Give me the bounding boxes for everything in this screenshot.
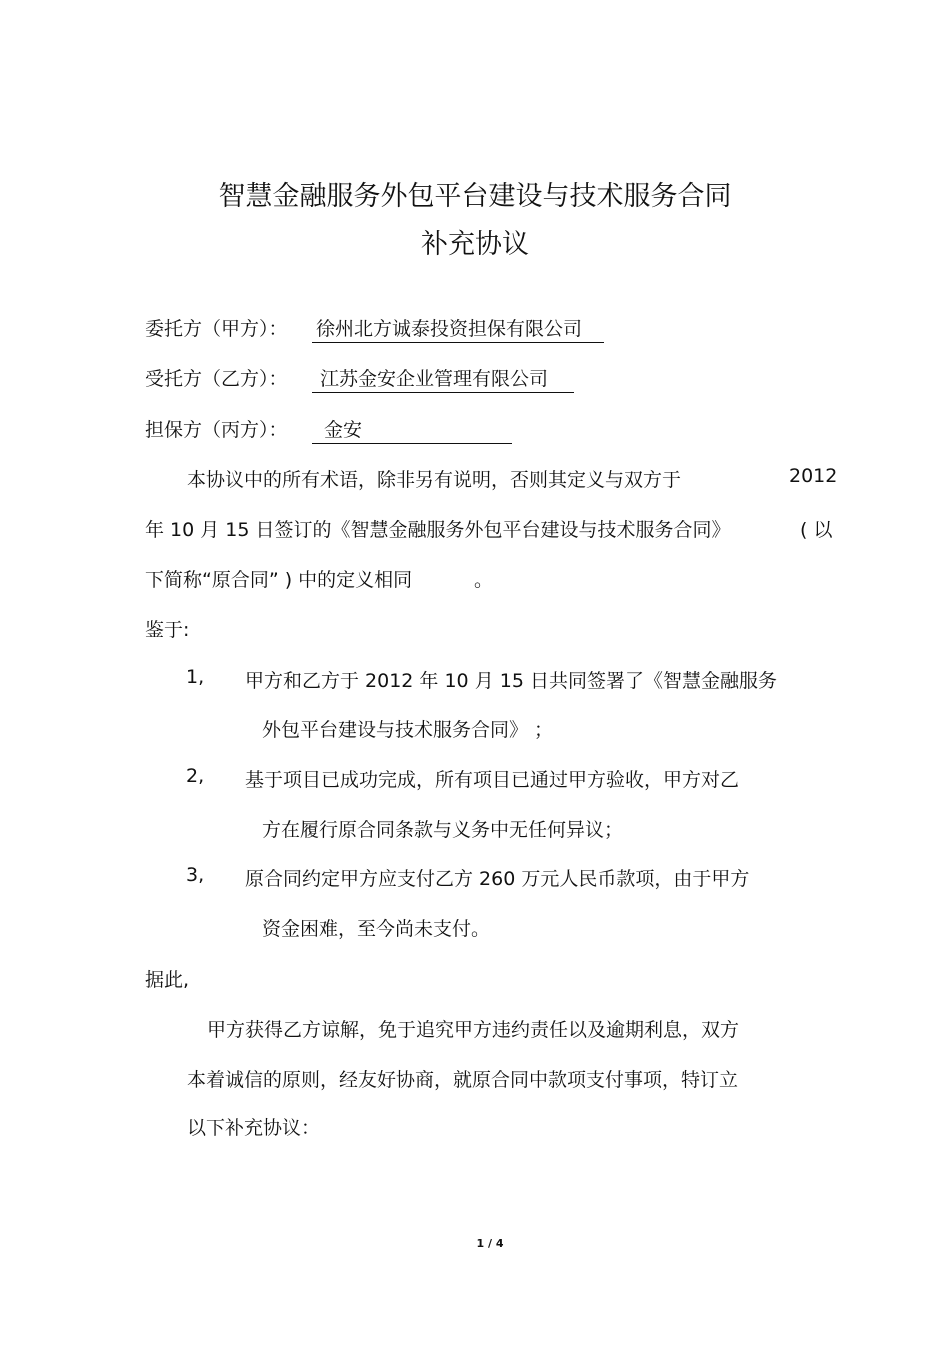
intro-line-2: 年 10 月 15 日签订的《智慧金融服务外包平台建设与技术服务合同》	[145, 519, 731, 541]
document-title-line2: 补充协议	[421, 229, 529, 260]
party-name-b	[312, 364, 574, 393]
party-label-a: 委托方（甲方）：	[145, 318, 288, 340]
document-title-line1: 智慧金融服务外包平台建设与技术服务合同	[218, 181, 732, 212]
page-number: 1 / 4	[476, 1237, 504, 1250]
intro-line-3-end: 。	[474, 569, 494, 591]
party-name-c	[312, 415, 512, 444]
item-3-line-2: 资金困难，至今尚未支付。	[262, 918, 491, 940]
item-2-number: 2,	[186, 765, 205, 787]
intro-line-2-tail: ( 以	[800, 519, 833, 541]
intro-line-3: 下简称“原合同” ) 中的定义相同	[145, 569, 413, 591]
closing-line-3: 以下补充协议：	[187, 1117, 321, 1139]
item-1-number: 1,	[186, 666, 205, 688]
intro-line-1-year: 2012	[789, 465, 838, 487]
whereas-heading: 鉴于:	[145, 619, 190, 641]
party-name-a-text: 徐州北方诚泰投资担保有限公司	[312, 314, 604, 343]
closing-line-2: 本着诚信的原则，经友好协商，就原合同中款项支付事项，特订立	[187, 1069, 739, 1091]
intro-line-1: 本协议中的所有术语，除非另有说明，否则其定义与双方于	[187, 469, 682, 491]
item-2-line-1: 基于项目已成功完成，所有项目已通过甲方验收，甲方对乙	[245, 769, 740, 791]
item-3-line-1: 原合同约定甲方应支付乙方 260 万元人民币款项，由于甲方	[245, 868, 750, 890]
party-label-c: 担保方（丙方）：	[145, 419, 288, 441]
party-name-a	[312, 314, 604, 343]
party-name-b-text: 江苏金安企业管理有限公司	[312, 364, 574, 393]
item-3-number: 3,	[186, 864, 205, 886]
party-name-c-text: 金安	[312, 415, 512, 444]
item-2-line-2: 方在履行原合同条款与义务中无任何异议；	[262, 819, 624, 841]
item-1-line-1: 甲方和乙方于 2012 年 10 月 15 日共同签署了《智慧金融服务	[245, 670, 777, 692]
item-1-line-2: 外包平台建设与技术服务合同》 ；	[262, 719, 554, 741]
accordingly-heading: 据此,	[145, 969, 190, 991]
closing-line-1: 甲方获得乙方谅解，免于追究甲方违约责任以及逾期利息，双方	[207, 1019, 740, 1041]
party-label-b: 受托方（乙方）：	[145, 368, 288, 390]
